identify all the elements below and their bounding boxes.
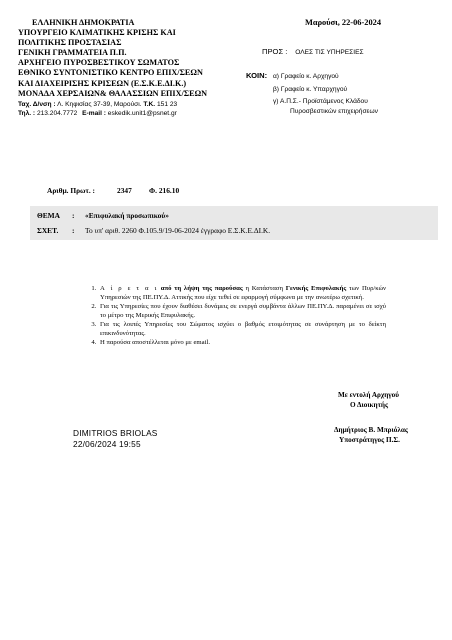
item1-rest: των Πυρ/κών Υπηρεσιών της ΠΕ.ΠΥ.Δ. Αττικής που είχε τεθεί σε εφαρμογή σύμφωνα με την ανωτέρω σχετική.: [100, 285, 387, 301]
koin-line-2: β) Γραφείο κ. Υπαρχηγού: [273, 86, 348, 93]
protocol-file: Φ. 216.10: [149, 186, 180, 195]
item1-mid: η Κατάσταση: [245, 285, 283, 292]
koin-line-3: γ) Α.Π.Σ.- Προϊστάμενος Κλάδου: [273, 98, 368, 105]
pros-label: ΠΡΟΣ :: [262, 47, 288, 56]
list-item: [98, 339, 386, 348]
pros-value: ΟΛΕΣ ΤΙΣ ΥΠΗΡΕΣΙΕΣ: [295, 49, 364, 56]
phone-line: [18, 109, 177, 118]
koin-line-4: Πυροσβεστικών επιχειρήσεων: [290, 108, 378, 115]
phone-label: Τηλ. :: [18, 110, 36, 117]
protocol-label: Αριθμ. Πρωτ. :: [47, 186, 95, 195]
pros-line: [262, 47, 364, 57]
digital-signature-name: DIMITRIOS BRIOLAS: [73, 428, 158, 438]
sxet-value: Το υπ' αριθ. 2260 Φ.105.9/19-06-2024 έγγραφο Ε.Σ.Κ.Ε.ΔΙ.Κ.: [85, 226, 271, 235]
sxet-colon: :: [72, 226, 75, 235]
list-item: [98, 285, 386, 302]
item3-text: Για τις λοιπές Υπηρεσίες του Σώματος ισχύει ο βαθμός ετοιμότητας σε συνάρτηση με το δείκτη επικινδυνότητας.: [100, 321, 386, 337]
signature-name: Δημήτριος Β. Μπριόλας: [334, 426, 408, 434]
signature-line-2: Ο Διοικητής: [350, 401, 389, 409]
sxet-label: ΣΧΕΤ.: [37, 226, 59, 235]
thema-label: ΘΕΜΑ: [37, 211, 60, 220]
thema-colon: :: [72, 211, 75, 220]
org-line-7: ΚΑΙ ΔΙΑΧΕΙΡΙΣΗΣ ΚΡΙΣΕΩΝ (Ε.Σ.Κ.Ε.ΔΙ.Κ.): [18, 79, 187, 88]
org-line-3: ΠΟΛΙΤΙΚΗΣ ΠΡΟΣΤΑΣΙΑΣ: [18, 38, 122, 47]
org-line-5: ΑΡΧΗΓΕΙΟ ΠΥΡΟΣΒΕΣΤΙΚΟΥ ΣΩΜΑΤΟΣ: [18, 58, 180, 67]
tk-value: 151 23: [156, 101, 178, 108]
address-label: Ταχ. Δ/νση :: [18, 101, 56, 108]
item2-text: Για τις Υπηρεσίες που έχουν διαθέσει δυνάμεις σε ενεργά συμβάντα άλλων ΠΕ.ΠΥ.Δ. παραμένει σε ισχύ το μέτρο της Μερικής Επιφυλακής.: [100, 303, 386, 319]
koin-line-1: α) Γραφείο κ. Αρχηγού: [273, 73, 339, 80]
org-line-8: ΜΟΝΑΔΑ ΧΕΡΣΑΙΩΝ& ΘΑΛΑΣΣΙΩΝ ΕΠΙΧ/ΣΕΩΝ: [18, 89, 208, 98]
item4-text: Η παρούσα αποστέλλεται μόνο με email.: [100, 339, 210, 346]
item1-bold: από τη λήψη της παρούσας: [160, 285, 243, 292]
org-line-4: ΓΕΝΙΚΗ ΓΡΑΜΜΑΤΕΙΑ Π.Π.: [18, 48, 127, 57]
list-item: [98, 321, 386, 338]
item1-spaced: Α ί ρ ε τ α ι: [100, 285, 158, 292]
place-date: Μαρούσι, 22-06-2024: [305, 18, 382, 27]
email-value: eskedik.unit1@psnet.gr: [107, 110, 177, 117]
signature-line-1: Με εντολή Αρχηγού: [338, 391, 399, 399]
body-list: [86, 285, 386, 349]
koin-label: ΚΟΙΝ:: [246, 71, 268, 80]
protocol-number: 2347: [117, 186, 132, 195]
org-line-1: ΕΛΛΗΝΙΚΗ ΔΗΜΟΚΡΑΤΙΑ: [32, 18, 135, 27]
org-line-2: ΥΠΟΥΡΓΕΙΟ ΚΛΙΜΑΤΙΚΗΣ ΚΡΙΣΗΣ ΚΑΙ: [18, 28, 176, 37]
thema-value: «Επιφυλακή προσωπικού»: [85, 211, 169, 220]
signature-rank: Υποστράτηγος Π.Σ.: [339, 436, 400, 444]
tk-label: Τ.Κ.: [143, 101, 156, 108]
list-item: [98, 303, 386, 320]
address-value: Λ. Κηφισίας 37-39, Μαρούσι.: [57, 101, 142, 108]
address-line: [18, 100, 177, 109]
item1-bold2: Γενικής Επιφυλακής: [285, 285, 347, 292]
org-line-6: ΕΘΝΙΚΟ ΣΥΝΤΟΝΙΣΤΙΚΟ ΚΕΝΤΡΟ ΕΠΙΧ/ΣΕΩΝ: [18, 68, 203, 77]
digital-signature-datetime: 22/06/2024 19:55: [73, 439, 141, 449]
phone-value: 213.204.7772: [36, 110, 78, 117]
email-label: E-mail :: [82, 110, 106, 117]
